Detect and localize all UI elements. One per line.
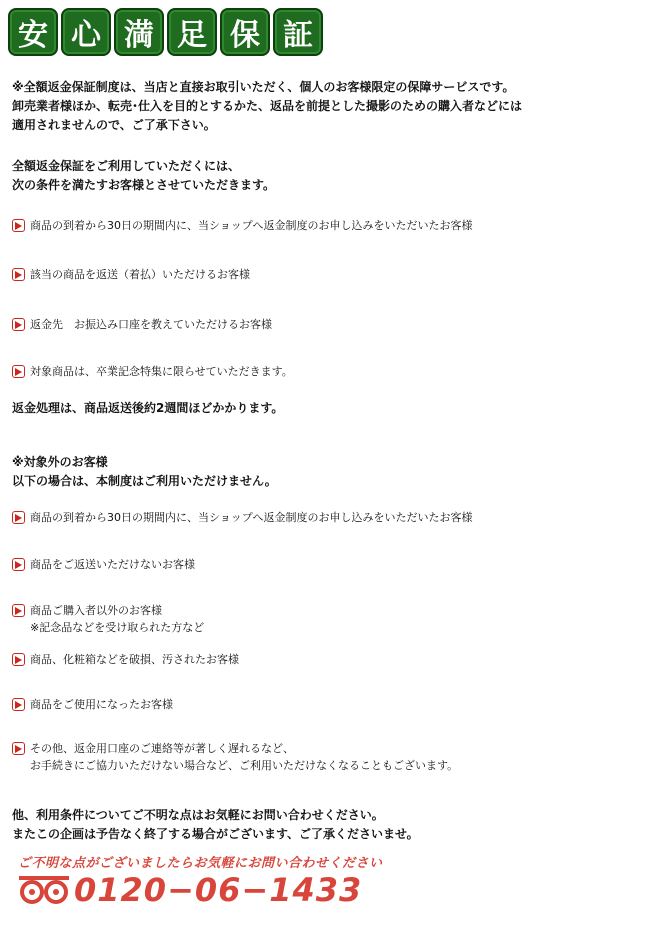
exclusion-item <box>12 602 204 636</box>
exclusion-item <box>12 696 173 713</box>
conditions-line: 次の条件を満たすお客様とさせていただきます。 <box>12 178 276 192</box>
title-char: 安 <box>8 8 58 56</box>
exclusion-text: その他、返金用口座のご連絡等が著しく遅れるなど、 <box>30 742 294 755</box>
play-bullet-icon <box>12 511 25 524</box>
exclusion-item <box>12 740 458 774</box>
title-char: 心 <box>61 8 111 56</box>
intro-line: 適用されませんので、ご了承下さい。 <box>12 118 216 132</box>
freedial-icon <box>18 875 70 905</box>
play-bullet-icon <box>12 604 25 617</box>
refund-note <box>12 399 283 418</box>
condition-item <box>12 266 250 283</box>
contact-block <box>18 852 383 909</box>
exclusion-subtext: ※記念品などを受け取られた方など <box>30 621 205 634</box>
excluded-heading <box>12 453 277 491</box>
condition-text: 対象商品は、卒業記念特集に限らせていただきます。 <box>30 365 293 378</box>
exclusion-item <box>12 651 239 668</box>
refund-note-text: 返金処理は、商品返送後約2週間ほどかかります。 <box>12 401 284 415</box>
condition-item <box>12 363 293 380</box>
intro-line: 卸売業者様ほか、転売･仕入を目的とするかた、返品を前提とした撮影のための購入者などには <box>12 99 523 113</box>
title-char: 足 <box>167 8 217 56</box>
play-bullet-icon <box>12 698 25 711</box>
exclusion-text: 商品をご使用になったお客様 <box>30 698 173 711</box>
exclusion-subtext: お手続きにご協力いただけない場合など、ご利用いただけなくなることもございます。 <box>30 759 459 772</box>
intro-paragraph <box>12 78 522 135</box>
play-bullet-icon <box>12 365 25 378</box>
condition-text: 返金先 お振込み口座を教えていただけるお客様 <box>30 318 272 331</box>
closing-paragraph <box>12 806 419 844</box>
exclusion-item <box>12 509 473 526</box>
play-bullet-icon <box>12 219 25 232</box>
exclusion-text: 商品をご返送いただけないお客様 <box>30 558 195 571</box>
exclusion-item <box>12 556 195 573</box>
conditions-heading <box>12 157 275 195</box>
phone-number[interactable]: 0120−06−1433 <box>74 871 363 909</box>
play-bullet-icon <box>12 318 25 331</box>
play-bullet-icon <box>12 653 25 666</box>
excluded-line: 以下の場合は、本制度はご利用いただけません。 <box>12 474 277 488</box>
exclusion-text: 商品ご購入者以外のお客様 <box>30 604 162 617</box>
title-char: 証 <box>273 8 323 56</box>
play-bullet-icon <box>12 558 25 571</box>
title-banner <box>8 8 323 56</box>
condition-text: 商品の到着から30日の期間内に、当ショップへ返金制度のお申し込みをいただいたお客様 <box>30 219 473 232</box>
condition-item <box>12 217 473 234</box>
title-char: 満 <box>114 8 164 56</box>
title-char: 保 <box>220 8 270 56</box>
condition-item <box>12 316 272 333</box>
condition-text: 該当の商品を返送（着払）いただけるお客様 <box>30 268 250 281</box>
play-bullet-icon <box>12 268 25 281</box>
excluded-line: ※対象外のお客様 <box>12 455 108 469</box>
play-bullet-icon <box>12 742 25 755</box>
conditions-line: 全額返金保証をご利用していただくには、 <box>12 159 241 173</box>
exclusion-text: 商品の到着から30日の期間内に、当ショップへ返金制度のお申し込みをいただいたお客様 <box>30 511 473 524</box>
exclusion-text: 商品、化粧箱などを破損、汚されたお客様 <box>30 653 239 666</box>
closing-line: またこの企画は予告なく終了する場合がございます、ご了承くださいませ。 <box>12 827 419 841</box>
phone-row[interactable] <box>18 871 383 909</box>
closing-line: 他、利用条件についてご不明な点はお気軽にお問い合わせください。 <box>12 808 384 822</box>
intro-line: ※全額返金保証制度は、当店と直接お取引いただく、個人のお客様限定の保障サービスです。 <box>12 80 515 94</box>
contact-note: ご不明な点がございましたらお気軽にお問い合わせください <box>18 856 383 871</box>
